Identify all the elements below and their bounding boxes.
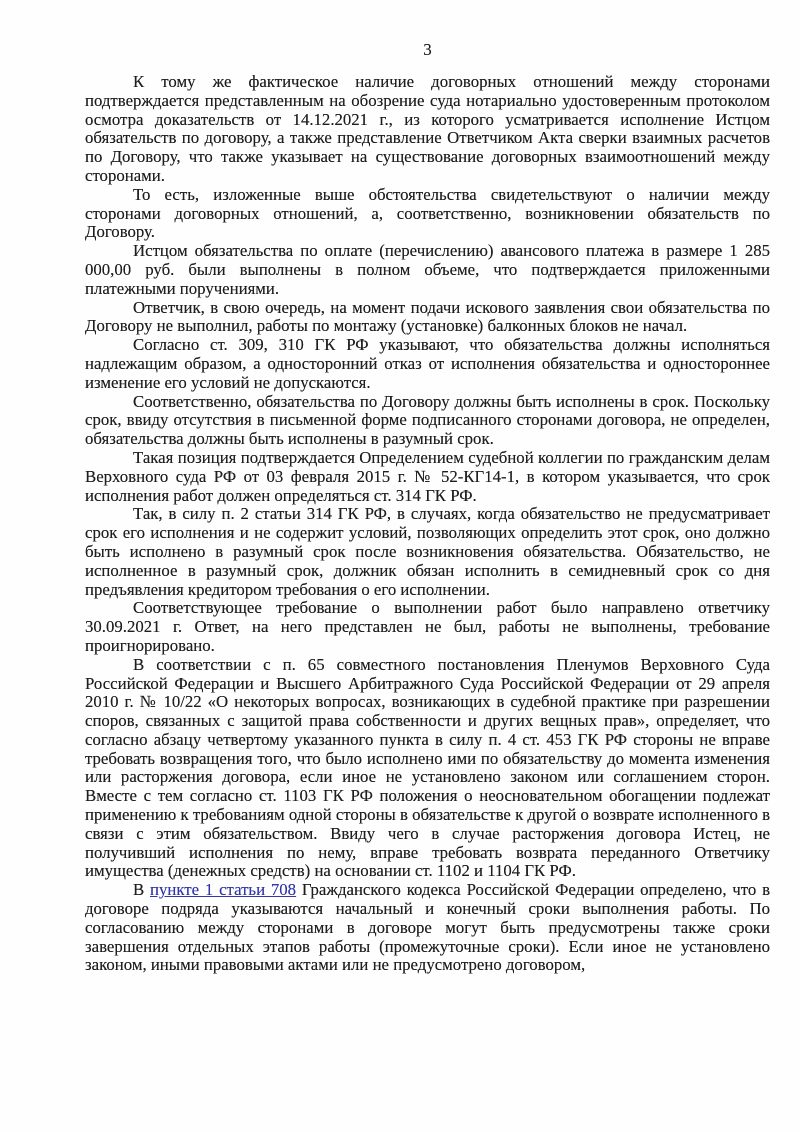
paragraph-defendant-nonperformance: Ответчик, в свою очередь, на момент подачи искового заявления свои обязательства по Договору не выполнил, работы по монтажу (установке) балконных блоков не начал. (85, 297, 770, 336)
paragraph-supreme-court-ruling: Такая позиция подтверждается Определением судебной коллегии по гражданским делам Верховного суда РФ от 03 февраля 2015 г. № 52-КГ14-1, в котором указывается, что срок исполнения работ должен определяться ст. 314 ГК РФ. (85, 447, 770, 505)
paragraph-relations-conclusion: То есть, изложенные выше обстоятельства свидетельствуют о наличии между сторонами договорных отношений, а, соответственно, возникновении обязательств по Договору. (85, 184, 770, 242)
paragraph-art-314: Так, в силу п. 2 статьи 314 ГК РФ, в случаях, когда обязательство не предусматривает срок его исполнения и не содержит условий, позволяющих определить этот срок, оно должно быть исполнено в разумный срок после возникновения обязательства. Обязательство, не исполненное в разумный срок, должник обязан исполнить в семидневный срок со дня предъявления кредитором требования о его исполнении. (85, 504, 770, 599)
page-number: 3 (423, 40, 432, 59)
paragraph-art-708 (85, 881, 770, 975)
paragraph-advance-payment: Истцом обязательства по оплате (перечислению) авансового платежа в размере 1 285 000,00 руб. были выполнены в полном объеме, что подтверждается приложенными платежными поручениями. (85, 241, 770, 298)
paragraph-plenum-10-22: В соответствии с п. 65 совместного постановления Пленумов Верховного Суда Российской Федерации и Высшего Арбитражного Суда Российской Федерации от 29 апреля 2010 г. № 10/22 «О некоторых вопросах, возникающих в судебной практике при разрешении споров, связанных с защитой права собственности и других вещных прав», определяет, что согласно абзацу четвертому указанного пункта в силу п. 4 ст. 453 ГК РФ стороны не вправе требовать возвращения того, что было исполнено ими по обязательству до момента изменения или расторжения договора, если иное не установлено законом или соглашением сторон. Вместе с тем согласно ст. 1103 ГК РФ положения о неосновательном обогащении подлежат применению к требованиям одной стороны в обязательстве к другой о возврате исполненного в связи с этим обязательством. Ввиду чего в случае расторжения договора Истец, не получивший исполнения по нему, вправе требовать возврата переданного Ответчику имущества (денежных средств) на основании ст. 1102 и 1104 ГК РФ. (85, 654, 770, 881)
document-body (85, 73, 770, 975)
paragraph-art-309-310: Согласно ст. 309, 310 ГК РФ указывают, что обязательства должны исполняться надлежащим образом, а односторонний отказ от исполнения обязательства и одностороннее изменение его условий не допускаются. (85, 335, 770, 392)
paragraph-demand-ignored: Соответствующее требование о выполнении работ было направлено ответчику 30.09.2021 г. Ответ, на него представлен не был, работы не выполнены, требование проигнорировано. (85, 598, 770, 655)
paragraph-reasonable-term: Соответственно, обязательства по Договору должны быть исполнены в срок. Поскольку срок, ввиду отсутствия в письменной форме подписанного сторонами договора, не определен, обязательства должны быть исполнены в разумный срок. (85, 391, 770, 449)
statute-708-link[interactable]: пункте 1 статьи 708 (150, 880, 297, 900)
paragraph-contract-evidence: К тому же фактическое наличие договорных отношений между сторонами подтверждается представленным на обозрение суда нотариально удостоверенным протоколом осмотра доказательств от 14.12.2021 г., из которого усматривается исполнение Истцом обязательств по договору, а также представление Ответчиком Акта сверки взаимных расчетов по Договору, что также указывает на существование договорных взаимоотношений между сторонами. (85, 72, 770, 185)
final-paragraph-prefix: В (133, 880, 151, 900)
final-paragraph-suffix: Гражданского кодекса Российской Федерации определено, что в договоре подряда указываются начальный и конечный сроки выполнения работы. По согласованию между сторонами в договоре могут быть предусмотрены также сроки завершения отдельных этапов работы (промежуточные сроки). Если иное не установлено законом, иными правовыми актами или не предусмотрено договором, (85, 880, 771, 975)
